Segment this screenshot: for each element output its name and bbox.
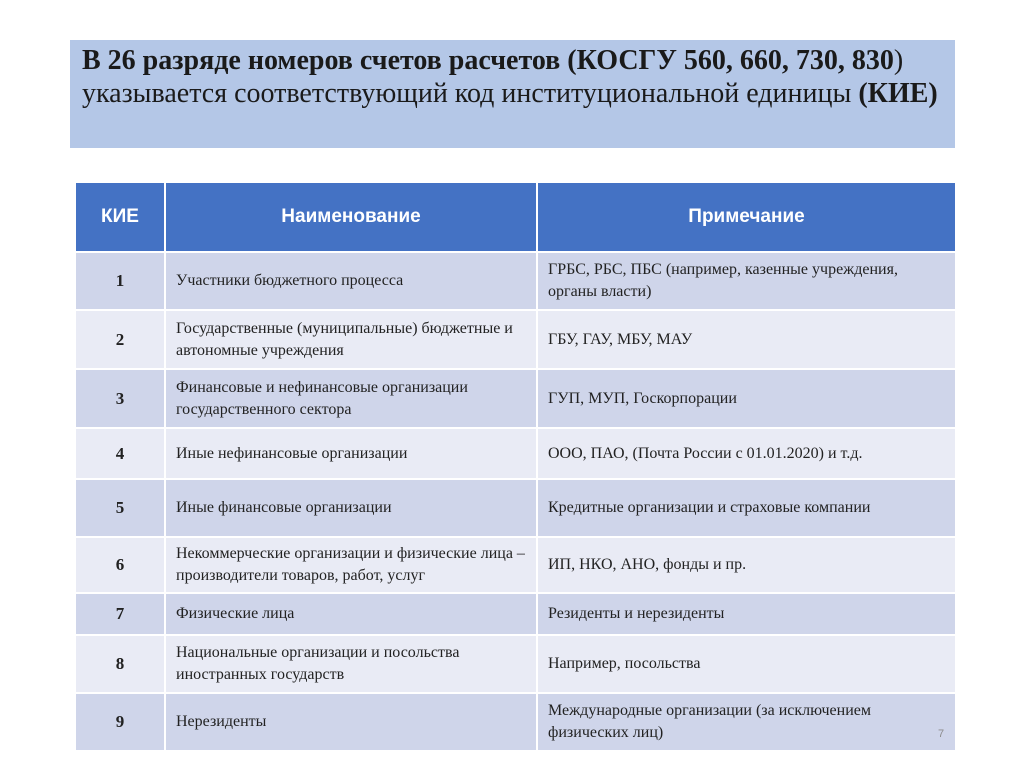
row-code: 8 [75, 635, 165, 693]
row-note: ГУП, МУП, Госкорпорации [537, 369, 956, 428]
row-name: Иные финансовые организации [165, 479, 537, 537]
row-note: ГБУ, ГАУ, МБУ, МАУ [537, 310, 956, 369]
slide-title [82, 44, 943, 110]
page-number: 7 [938, 728, 945, 740]
row-note: ГРБС, РБС, ПБС (например, казенные учреждения, органы власти) [537, 252, 956, 310]
table-row [75, 428, 956, 479]
table-row [75, 310, 956, 369]
row-note: Резиденты и нерезиденты [537, 593, 956, 635]
table-row [75, 593, 956, 635]
row-name: Иные нефинансовые организации [165, 428, 537, 479]
table-row [75, 479, 956, 537]
row-name: Участники бюджетного процесса [165, 252, 537, 310]
row-name: Физические лица [165, 593, 537, 635]
row-note: Например, посольства [537, 635, 956, 693]
row-code: 9 [75, 693, 165, 751]
title-bold-part2: (КИЕ) [858, 78, 938, 109]
table-row [75, 693, 956, 751]
row-note: ИП, НКО, АНО, фонды и пр. [537, 537, 956, 593]
header-kie: КИЕ [75, 182, 165, 252]
row-note: Международные организации (за исключением физических лиц) [537, 693, 956, 751]
kie-table [74, 181, 957, 752]
header-note: Примечание [537, 182, 956, 252]
slide-title-box [70, 40, 955, 148]
table-row [75, 635, 956, 693]
row-code: 7 [75, 593, 165, 635]
row-code: 5 [75, 479, 165, 537]
header-name: Наименование [165, 182, 537, 252]
row-code: 2 [75, 310, 165, 369]
row-code: 1 [75, 252, 165, 310]
table-row [75, 369, 956, 428]
row-code: 4 [75, 428, 165, 479]
row-code: 6 [75, 537, 165, 593]
row-name: Национальные организации и посольства иностранных государств [165, 635, 537, 693]
row-code: 3 [75, 369, 165, 428]
row-note: Кредитные организации и страховые компании [537, 479, 956, 537]
row-name: Государственные (муниципальные) бюджетные и автономные учреждения [165, 310, 537, 369]
row-name: Некоммерческие организации и физические лица – производители товаров, работ, услуг [165, 537, 537, 593]
row-note: ООО, ПАО, (Почта России с 01.01.2020) и т.д. [537, 428, 956, 479]
row-name: Нерезиденты [165, 693, 537, 751]
table-row [75, 537, 956, 593]
row-name: Финансовые и нефинансовые организации государственного сектора [165, 369, 537, 428]
table-header-row [75, 182, 956, 252]
title-bold-part1: В 26 разряде номеров счетов расчетов (КОСГУ 560, 660, 730, 830 [82, 45, 894, 76]
title-regular-part: ) указывается соответствующий код институциональной единицы [82, 45, 904, 109]
table-row [75, 252, 956, 310]
